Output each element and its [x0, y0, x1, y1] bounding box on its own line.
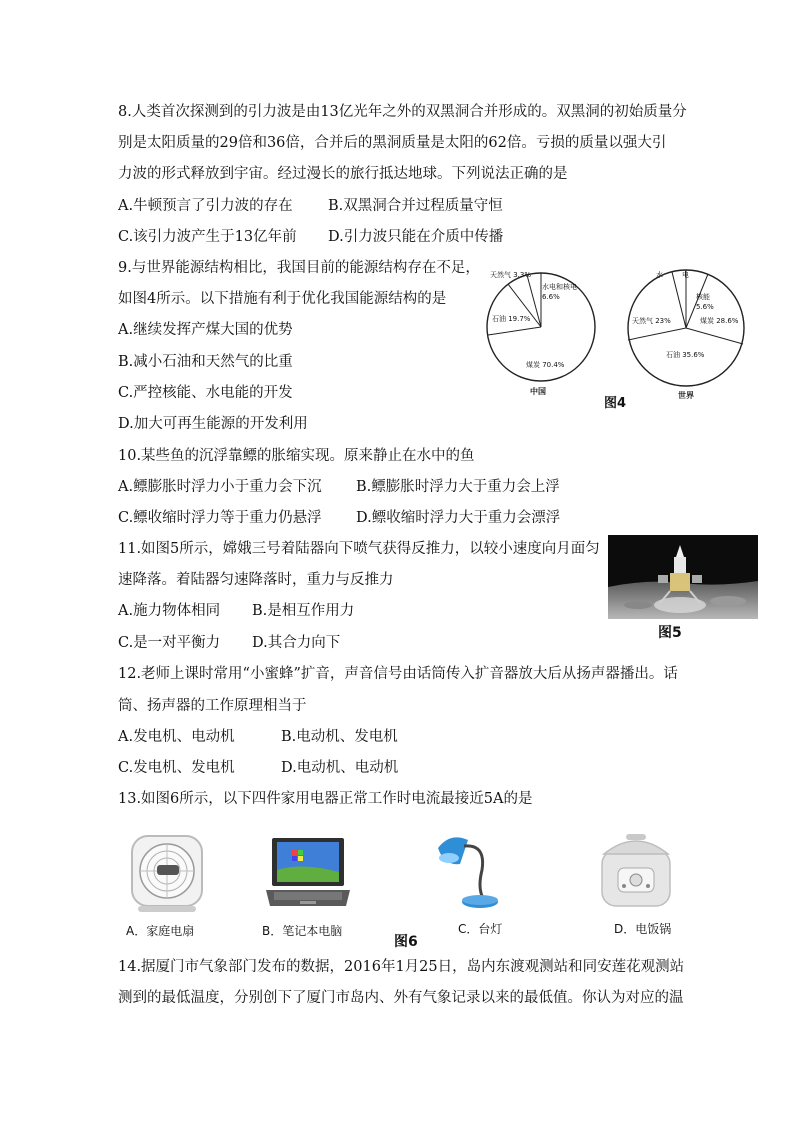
- q8-option-a: A.牛顿预言了引力波的存在: [118, 198, 293, 214]
- q11-stem-line1: 11.如图5所示，嫦娥三号着陆器向下喷气获得反推力，以较小速度向月面匀: [118, 541, 600, 557]
- appliance-label-b: B．笔记本电脑: [262, 924, 343, 938]
- q14-stem-line2: 测到的最低温度，分别创下了厦门市岛内、外有气象记录以来的最低值。你认为对应的温: [118, 990, 684, 1006]
- q12-option-a: A.发电机、电动机: [118, 729, 235, 745]
- q8-stem-line1: 8.人类首次探测到的引力波是由13亿光年之外的双黑洞合并形成的。双黑洞的初始质量分: [118, 104, 687, 120]
- china-pie-title: 中国: [530, 387, 546, 396]
- q8-option-b: B.双黑洞合并过程质量守恒: [328, 198, 503, 214]
- world-coal-label: 煤炭 28.6%: [700, 317, 739, 325]
- q11-option-a: A.施力物体相同: [118, 603, 221, 619]
- q8-option-c: C.该引力波产生于13亿年前: [118, 229, 297, 245]
- q8-option-d: D.引力波只能在介质中传播: [328, 229, 504, 245]
- q9-option-c: C.严控核能、水电能的开发: [118, 385, 293, 401]
- q12-stem-line2: 筒、扬声器的工作原理相当于: [118, 698, 307, 714]
- china-coal-label: 煤炭 70.4%: [526, 361, 565, 369]
- figure-4-caption: 图4: [604, 396, 627, 411]
- q12-stem-line1: 12.老师上课时常用“小蜜蜂”扩音，声音信号由话筒传入扩音器放大后从扬声器播出。话: [118, 666, 678, 682]
- figure-5-lunar-lander-photo: [608, 535, 758, 619]
- china-gas-label: 天然气 3.3%: [490, 271, 532, 279]
- q9-stem-line2: 如图4所示。以下措施有利于优化我国能源结构的是: [118, 291, 447, 307]
- appliance-label-d: D．电饭锅: [614, 922, 672, 936]
- q11-option-c: C.是一对平衡力: [118, 635, 221, 651]
- china-hydro-nuclear-value: 6.6%: [542, 293, 560, 301]
- appliance-rice-cooker: [594, 828, 678, 912]
- world-hydro-label-2: 电: [682, 271, 689, 279]
- energy-pie-charts: [486, 262, 748, 412]
- world-hydro-label-1: 水: [656, 271, 663, 279]
- world-gas-label: 天然气 23%: [632, 317, 671, 325]
- laptop-icon: [262, 836, 354, 910]
- china-oil-label: 石油 19.7%: [492, 315, 531, 323]
- q12-option-d: D.电动机、电动机: [281, 760, 399, 776]
- q11-stem-line2: 速降落。着陆器匀速降落时，重力与反推力: [118, 572, 394, 588]
- world-oil-label: 石油 35.6%: [666, 351, 705, 359]
- q9-stem-line1: 9.与世界能源结构相比，我国目前的能源结构存在不足，: [118, 260, 480, 276]
- q11-option-d: D.其合力向下: [252, 635, 341, 651]
- q11-option-b: B.是相互作用力: [252, 603, 355, 619]
- q10-option-a: A.鳔膨胀时浮力小于重力会下沉: [118, 479, 322, 495]
- q10-stem: 10.某些鱼的沉浮靠鳔的胀缩实现。原来静止在水中的鱼: [118, 448, 475, 464]
- appliance-label-c: C．台灯: [458, 922, 503, 936]
- q13-stem: 13.如图6所示，以下四件家用电器正常工作时电流最接近5A的是: [118, 791, 533, 807]
- world-nuclear-value: 5.6%: [696, 303, 714, 311]
- q9-option-a: A.继续发挥产煤大国的优势: [118, 322, 293, 338]
- lunar-lander-image: [608, 535, 758, 619]
- fan-icon: [128, 832, 208, 914]
- q9-option-b: B.减小石油和天然气的比重: [118, 354, 293, 370]
- q10-option-b: B.鳔膨胀时浮力大于重力会上浮: [356, 479, 560, 495]
- q9-option-d: D.加大可再生能源的开发利用: [118, 416, 308, 432]
- q10-option-d: D.鳔收缩时浮力大于重力会漂浮: [356, 510, 561, 526]
- world-pie-title: 世界: [678, 391, 694, 400]
- world-nuclear-label: 核能: [696, 293, 710, 301]
- desk-lamp-icon: [430, 830, 502, 912]
- appliance-fan: [128, 832, 208, 914]
- figure-4-energy-pies: [486, 262, 748, 412]
- figure-6-caption: 图6: [394, 934, 418, 950]
- figure-5-caption: 图5: [658, 625, 682, 641]
- appliance-desk-lamp: [430, 830, 502, 912]
- q12-option-c: C.发电机、发电机: [118, 760, 235, 776]
- appliance-label-a: A．家庭电扇: [126, 924, 195, 938]
- q8-stem-line3: 力波的形式释放到宇宙。经过漫长的旅行抵达地球。下列说法正确的是: [118, 166, 568, 182]
- china-hydro-nuclear-label: 水电和核电: [542, 283, 577, 291]
- q12-option-b: B.电动机、发电机: [281, 729, 398, 745]
- q8-stem-line2: 别是太阳质量的29倍和36倍，合并后的黑洞质量是太阳的62倍。亏损的质量以强大引: [118, 135, 667, 151]
- q14-stem-line1: 14.据厦门市气象部门发布的数据，2016年1月25日，岛内东渡观测站和同安莲花观测站: [118, 959, 685, 975]
- q10-option-c: C.鳔收缩时浮力等于重力仍悬浮: [118, 510, 322, 526]
- appliance-laptop: [262, 836, 354, 910]
- rice-cooker-icon: [594, 828, 678, 912]
